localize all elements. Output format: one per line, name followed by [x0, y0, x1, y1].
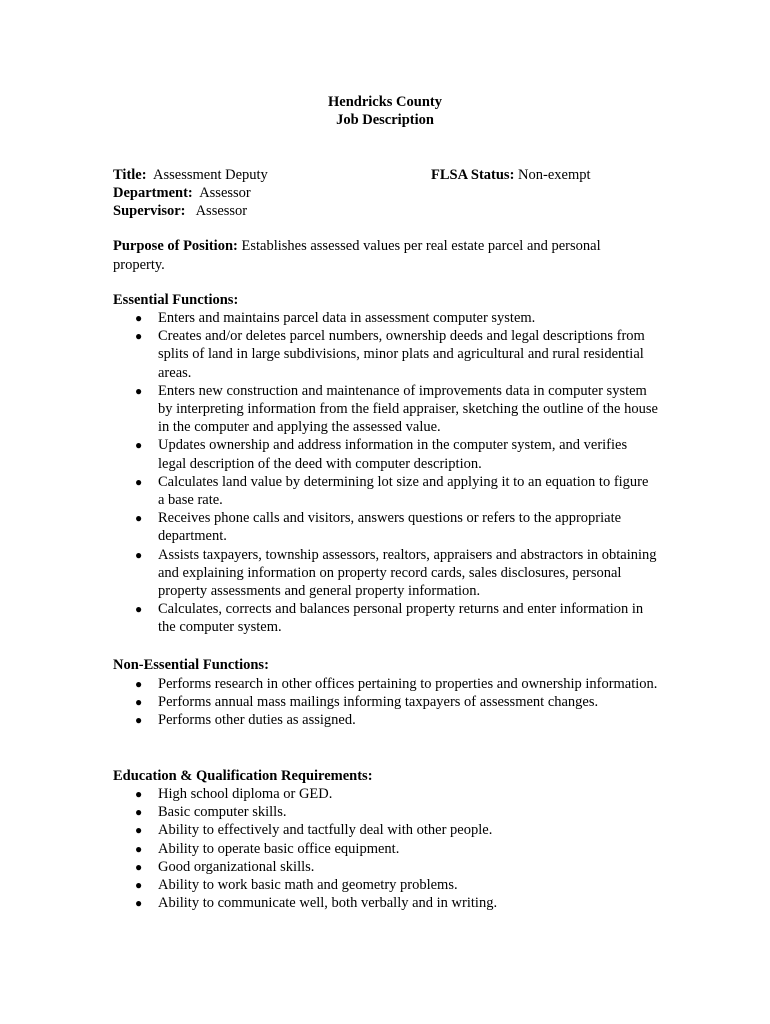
list-item: ● Receives phone calls and visitors, answers questions or refers to the appropriate department. — [135, 510, 622, 545]
list-item: ● Ability to effectively and tactfully deal with other people. — [135, 822, 493, 839]
list-item: ● Creates and/or deletes parcel numbers, ownership deeds and legal descriptions from splits of land in large subdivisions, minor plats and agricultural and rural residential areas. — [135, 328, 645, 381]
purpose-text: Establishes assessed values per real estate parcel and personal property. — [113, 238, 601, 273]
bullet-icon: ● — [135, 896, 143, 911]
bullet-icon: ● — [135, 329, 143, 344]
bullet-icon: ● — [135, 511, 143, 526]
non-essential-functions-heading: Non-Essential Functions: — [113, 657, 269, 673]
bullet-icon: ● — [135, 677, 143, 691]
list-item: ● Basic computer skills. — [135, 804, 287, 821]
list-item: ● Enters new construction and maintenance of improvements data in computer system by interpreting information from the field appraiser, sketching the outline of the house in the computer and applying the assessed value. — [135, 382, 658, 436]
list-item: ● Ability to communicate well, both verbally and in writing. — [135, 895, 498, 912]
list-item: ● Assists taxpayers, township assessors, realtors, appraisers and abstractors in obtaining and explaining information on property record cards, sales disclosures, personal property assessments and general property information. — [135, 546, 657, 600]
bullet-icon: ● — [135, 841, 143, 856]
list-item: ● Performs annual mass mailings informing taxpayers of assessment changes. — [135, 694, 599, 711]
bullet-icon: ● — [135, 787, 143, 801]
department-label: Department: — [113, 185, 193, 201]
list-item: ● Updates ownership and address information in the computer system, and verifies legal description of the deed with computer description. — [135, 437, 628, 472]
bullet-icon: ● — [135, 547, 143, 562]
flsa-row — [431, 166, 591, 184]
title-label: Title: — [113, 167, 147, 183]
department-row — [113, 184, 251, 202]
title-row — [113, 166, 268, 184]
org-name: Hendricks County — [327, 94, 442, 110]
list-item: ● Enters and maintains parcel data in assessment computer system. — [135, 310, 536, 326]
education-heading: Education & Qualification Requirements: — [113, 768, 373, 784]
purpose-paragraph — [113, 237, 633, 275]
list-item: ● Good organizational skills. — [135, 858, 315, 875]
supervisor-label: Supervisor: — [113, 203, 186, 219]
supervisor-row — [113, 202, 247, 220]
list-item: ● Calculates land value by determining lot size and applying it to an equation to figure a base rate. — [135, 473, 649, 509]
education-list — [113, 785, 658, 912]
supervisor-value: Assessor — [195, 203, 248, 219]
bullet-icon: ● — [135, 474, 143, 489]
list-item: ● Performs other duties as assigned. — [135, 712, 356, 729]
bullet-icon: ● — [135, 713, 143, 728]
title-value: Assessment Deputy — [153, 167, 268, 183]
bullet-icon: ● — [135, 805, 143, 820]
essential-functions-list — [113, 309, 658, 637]
bullet-icon: ● — [135, 823, 143, 838]
bullet-icon: ● — [135, 602, 143, 617]
list-item: ● High school diploma or GED. — [135, 786, 333, 802]
list-item: ● Performs research in other offices pertaining to properties and ownership information. — [135, 676, 658, 692]
non-essential-functions-list — [113, 675, 658, 730]
bullet-icon: ● — [135, 311, 143, 325]
list-item: ● Ability to work basic math and geometry problems. — [135, 877, 458, 894]
list-item: ● Ability to operate basic office equipment. — [135, 840, 400, 857]
bullet-icon: ● — [135, 695, 143, 710]
department-value: Assessor — [199, 185, 251, 201]
bullet-icon: ● — [135, 438, 143, 453]
list-item: ● Calculates, corrects and balances personal property returns and enter information in the computer system. — [135, 601, 644, 636]
essential-functions-heading: Essential Functions: — [113, 292, 239, 308]
bullet-icon: ● — [135, 878, 143, 893]
flsa-value: Non-exempt — [518, 167, 591, 183]
flsa-label: FLSA Status: — [431, 167, 515, 183]
bullet-icon: ● — [135, 859, 143, 874]
bullet-icon: ● — [135, 383, 143, 398]
document-title: Job Description — [336, 112, 434, 128]
purpose-label: Purpose of Position: — [113, 238, 238, 254]
